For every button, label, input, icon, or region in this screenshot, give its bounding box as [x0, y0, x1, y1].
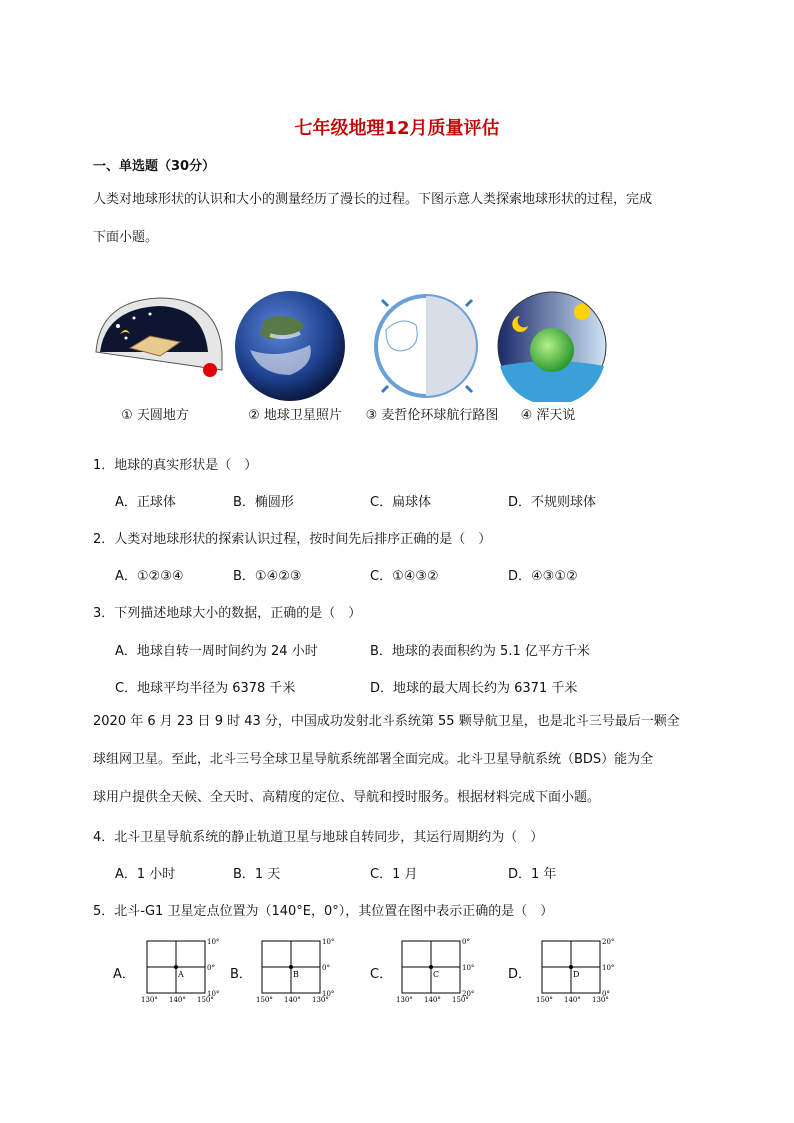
- earth-shape-figure: [90, 290, 710, 430]
- q5-grid-a-x2: 140°: [169, 996, 186, 1004]
- q5-grid-b-y3: 10°: [322, 990, 335, 998]
- earth-photo-icon: [230, 290, 370, 402]
- q5-grid-d-point: D: [573, 970, 580, 979]
- q5-option-d[interactable]: [508, 935, 620, 1005]
- q5-grid-d-x3: 130°: [592, 996, 609, 1004]
- q5-grid-d-y1: 20°: [602, 938, 615, 946]
- question-1-stem: 1．地球的真实形状是（ ）: [93, 458, 258, 473]
- q5-grid-b: [256, 935, 338, 1005]
- question-5-stem: 5．北斗-G1 卫星定点位置为（140°E，0°），其位置在图中表示正确的是（ ）: [93, 904, 554, 919]
- q2-option-b[interactable]: B．①④②③: [233, 569, 302, 584]
- q5-grid-a-y1: 10°: [207, 938, 220, 946]
- q5-grid-a: [141, 935, 223, 1005]
- question-4-stem: 4．北斗卫星导航系统的静止轨道卫星与地球自转同步，其运行周期约为（ ）: [93, 830, 544, 845]
- q5-grid-b-y1: 10°: [322, 938, 335, 946]
- intro-1-line-2: 下面小题。: [93, 230, 159, 245]
- figure-caption-3: ③ 麦哲伦环球航行路图: [365, 408, 499, 423]
- q5-grid-c-x1: 130°: [396, 996, 413, 1004]
- q5-grid-a-y2: 0°: [207, 964, 215, 972]
- q5-grid-d-x1: 150°: [536, 996, 553, 1004]
- q1-option-a[interactable]: A．正球体: [115, 495, 176, 510]
- q4-option-a[interactable]: A．1 小时: [115, 867, 176, 882]
- q3-option-d[interactable]: D．地球的最大周长约为 6371 千米: [370, 681, 578, 696]
- q5-grid-c-point: C: [433, 970, 440, 979]
- q2-option-c[interactable]: C．①④③②: [370, 569, 439, 584]
- intro-paragraph-2: [93, 703, 713, 817]
- magellan-route-icon: [360, 290, 500, 402]
- figure-caption-1: ① 天圆地方: [121, 408, 189, 423]
- q3-option-a[interactable]: A．地球自转一周时间约为 24 小时: [115, 644, 318, 659]
- q4-option-c[interactable]: C．1 月: [370, 867, 418, 882]
- q2-option-a[interactable]: A．①②③④: [115, 569, 184, 584]
- q4-option-b[interactable]: B．1 天: [233, 867, 281, 882]
- q5-grid-c: [396, 935, 478, 1005]
- huntian-theory-icon: [490, 290, 630, 402]
- q1-option-c[interactable]: C．扁球体: [370, 495, 432, 510]
- q5-grid-c-y3: 20°: [462, 990, 475, 998]
- q5-grid-a-point: A: [178, 970, 184, 979]
- q2-option-d[interactable]: D．④③①②: [508, 569, 578, 584]
- intro-2-line-2: 球组网卫星。至此，北斗三号全球卫星导航系统部署全面完成。北斗卫星导航系统（BDS）能为全: [93, 752, 654, 767]
- q3-option-b[interactable]: B．地球的表面积约为 5.1 亿平方千米: [370, 644, 590, 659]
- q4-option-d[interactable]: D．1 年: [508, 867, 557, 882]
- intro-1-line-1: 人类对地球形状的认识和大小的测量经历了漫长的过程。下图示意人类探索地球形状的过程，完成: [93, 192, 653, 207]
- q5-option-b-letter: B．: [230, 967, 252, 982]
- question-2-stem: 2．人类对地球形状的探索认识过程，按时间先后排序正确的是（ ）: [93, 532, 492, 547]
- q5-grid-b-x3: 130°: [312, 996, 329, 1004]
- q5-option-a-letter: A．: [113, 967, 135, 982]
- q3-option-c[interactable]: C．地球平均半径为 6378 千米: [115, 681, 296, 696]
- q5-grid-b-x1: 150°: [256, 996, 273, 1004]
- q5-grid-d: [536, 935, 618, 1005]
- q5-option-c-letter: C．: [370, 967, 393, 982]
- q5-option-d-letter: D．: [508, 967, 532, 982]
- section-heading: 一、单选题（30分）: [93, 159, 216, 174]
- question-3-stem: 3．下列描述地球大小的数据，正确的是（ ）: [93, 606, 362, 621]
- intro-paragraph-1: [93, 181, 703, 257]
- q1-option-d[interactable]: D．不规则球体: [508, 495, 597, 510]
- dome-heaven-icon: [90, 290, 230, 402]
- q5-grid-a-x1: 130°: [141, 996, 158, 1004]
- q5-grid-d-x2: 140°: [564, 996, 581, 1004]
- q1-option-b[interactable]: B．椭圆形: [233, 495, 294, 510]
- q5-grid-b-y2: 0°: [322, 964, 330, 972]
- q5-option-a[interactable]: [113, 935, 223, 1005]
- q5-grid-c-x2: 140°: [424, 996, 441, 1004]
- q5-grid-c-y1: 0°: [462, 938, 470, 946]
- q5-grid-c-x3: 150°: [452, 996, 469, 1004]
- q5-grid-b-point: B: [293, 970, 299, 979]
- page-title: 七年级地理12月质量评估: [294, 118, 500, 139]
- q5-grid-a-x3: 150°: [197, 996, 214, 1004]
- q5-grid-a-y3: 10°: [207, 990, 220, 998]
- figure-caption-2: ② 地球卫星照片: [248, 408, 342, 423]
- q5-grid-c-y2: 10°: [462, 964, 475, 972]
- q5-grid-b-x2: 140°: [284, 996, 301, 1004]
- q5-option-c[interactable]: [370, 935, 480, 1005]
- q5-option-b[interactable]: [230, 935, 340, 1005]
- intro-2-line-1: 2020 年 6 月 23 日 9 时 43 分，中国成功发射北斗系统第 55 颗导航卫星，也是北斗三号最后一颗全: [93, 714, 680, 729]
- q5-grid-d-y2: 10°: [602, 964, 615, 972]
- figure-caption-4: ④ 浑天说: [520, 408, 576, 423]
- intro-2-line-3: 球用户提供全天候、全天时、高精度的定位、导航和授时服务。根据材料完成下面小题。: [93, 790, 601, 805]
- q5-grid-d-y3: 0°: [602, 990, 610, 998]
